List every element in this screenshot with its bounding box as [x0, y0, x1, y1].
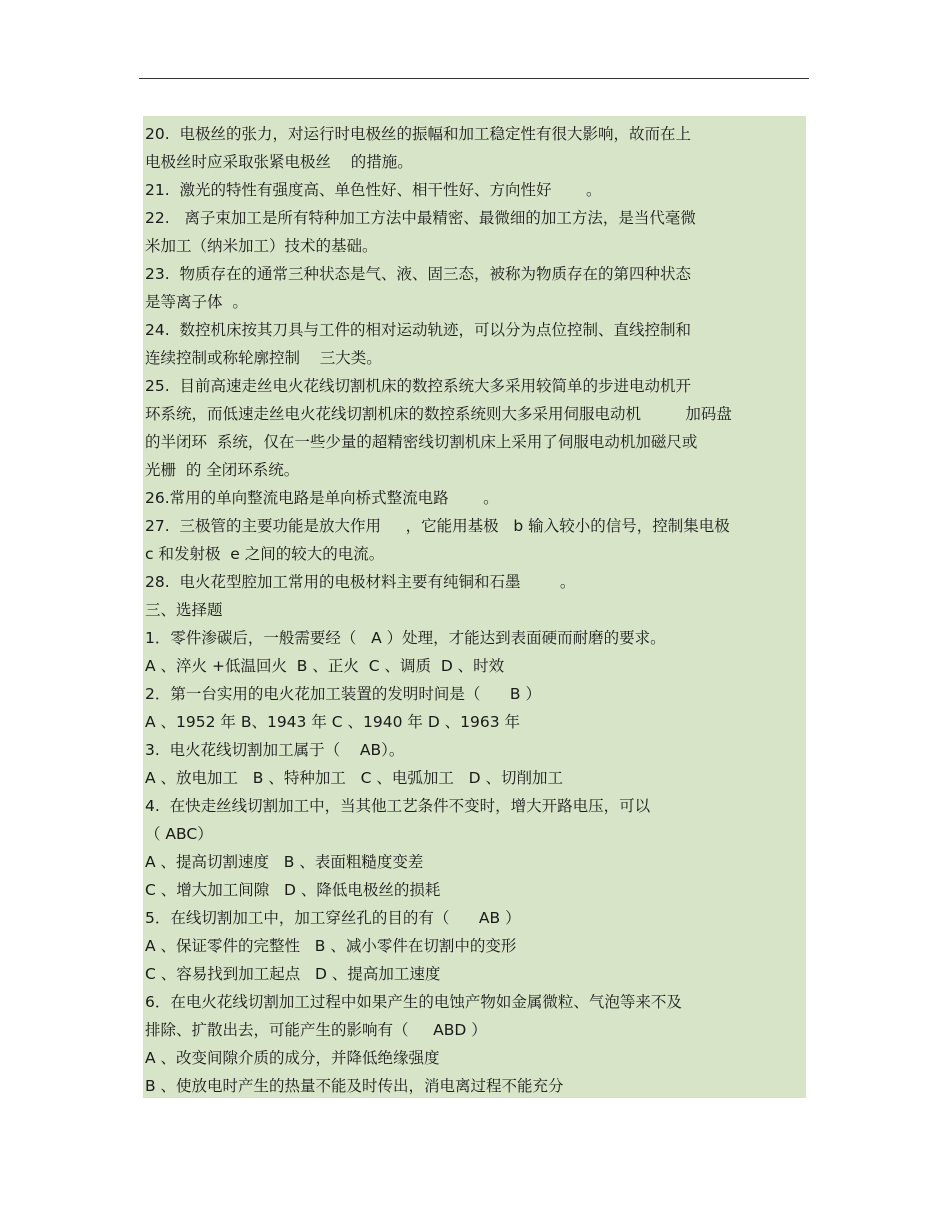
options-line: B 、使放电时产生的热量不能及时传出，消电离过程不能充分 [145, 1077, 564, 1095]
options-line: C 、增大加工间隙 D 、降低电极丝的损耗 [145, 881, 441, 899]
text-line: 21. 激光的特性有强度高、单色性好、相干性好、方向性好 。 [145, 181, 602, 199]
text-line: 环系统，而低速走丝电火花线切割机床的数控系统则大多采用伺服电动机 加码盘 [145, 405, 732, 423]
header-rule [139, 78, 809, 79]
text-line: 是等离子体 。 [145, 293, 248, 311]
section-heading: 三、选择题 [145, 601, 223, 619]
options-line: A 、改变间隙介质的成分，并降低绝缘强度 [145, 1049, 440, 1067]
options-line: A 、保证零件的完整性 B 、减小零件在切割中的变形 [145, 937, 517, 955]
options-line: A 、提高切割速度 B 、表面粗糙度变差 [145, 853, 424, 871]
options-line: A 、1952 年 B、1943 年 C 、1940 年 D 、1963 年 [145, 713, 521, 731]
options-line: A 、放电加工 B 、特种加工 C 、电弧加工 D 、切削加工 [145, 769, 564, 787]
text-line: 24. 数控机床按其刀具与工件的相对运动轨迹，可以分为点位控制、直线控制和 [145, 321, 692, 339]
text-line: 电极丝时应采取张紧电极丝 的措施。 [145, 153, 413, 171]
question-line: （ ABC） [145, 825, 213, 843]
text-line: 20. 电极丝的张力，对运行时电极丝的振幅和加工稳定性有很大影响，故而在上 [145, 125, 692, 143]
text-line: c 和发射极 e 之间的较大的电流。 [145, 545, 385, 563]
question-line: 6．在电火花线切割加工过程中如果产生的电蚀产物如金属微粒、气泡等来不及 [145, 993, 682, 1011]
text-line: 25. 目前高速走丝电火花线切割机床的数控系统大多采用较简单的步进电动机开 [145, 377, 692, 395]
text-line: 米加工（纳米加工）技术的基础。 [145, 237, 378, 255]
question-line: 1．零件渗碳后，一般需要经（ A ）处理，才能达到表面硬而耐磨的要求。 [145, 629, 666, 647]
text-line: 26.常用的单向整流电路是单向桥式整流电路 。 [145, 489, 499, 507]
text-line: 连续控制或称轮廓控制 三大类。 [145, 349, 382, 367]
text-line: 光栅 的 全闭环系统。 [145, 461, 300, 479]
question-line: 排除、扩散出去，可能产生的影响有（ ABD ） [145, 1021, 487, 1039]
question-line: 4. 在快走丝线切割加工中，当其他工艺条件不变时，增大开路电压，可以 [145, 797, 651, 815]
question-line: 5．在线切割加工中，加工穿丝孔的目的有（ AB ） [145, 909, 521, 927]
text-line: 的半闭环 系统，仅在一些少量的超精密线切割机床上采用了伺服电动机加磁尺或 [145, 433, 698, 451]
document-body [145, 120, 810, 1100]
question-line: 3. 电火花线切割加工属于（ AB）。 [145, 741, 405, 759]
text-line: 27. 三极管的主要功能是放大作用 ，它能用基极 b 输入较小的信号，控制集电极 [145, 517, 730, 535]
options-line: A 、淬火 +低温回火 B 、正火 C 、调质 D 、时效 [145, 657, 505, 675]
options-line: C 、容易找到加工起点 D 、提高加工速度 [145, 965, 441, 983]
question-line: 2．第一台实用的电火花加工装置的发明时间是（ B ） [145, 685, 541, 703]
text-line: 22. 离子束加工是所有特种加工方法中最精密、最微细的加工方法，是当代毫微 [145, 209, 696, 227]
text-line: 28. 电火花型腔加工常用的电极材料主要有纯铜和石墨 。 [145, 573, 576, 591]
text-line: 23. 物质存在的通常三种状态是气、液、固三态，被称为物质存在的第四种状态 [145, 265, 692, 283]
